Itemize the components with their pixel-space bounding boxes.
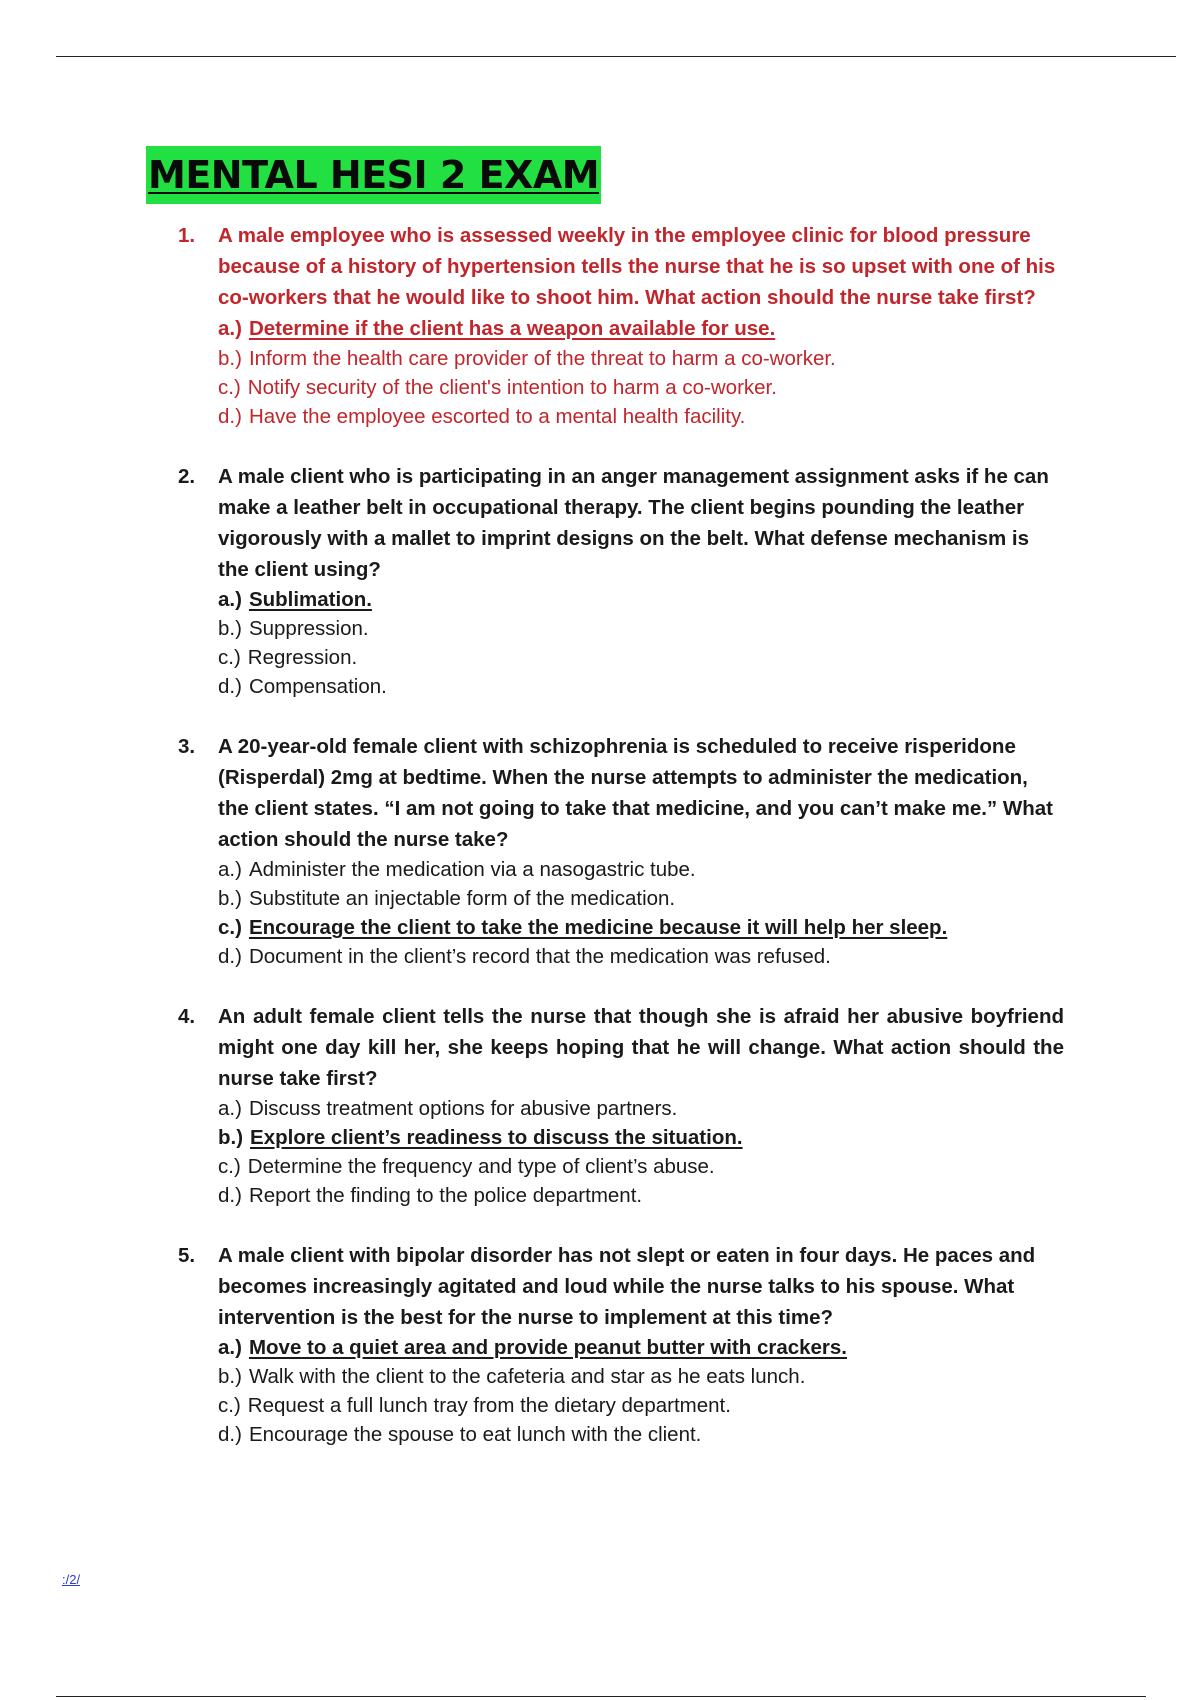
question-text: A 20-year-old female client with schizophrenia is scheduled to receive risperidone (Risperdal) 2mg at bedtime. When the nurse attempts to administer the medication, the client states. “I am not going to take that medicine, and you can’t make me.” What action should the nurse take? bbox=[218, 735, 1053, 851]
answer-option: c.) Regression. bbox=[218, 646, 358, 669]
question-4 bbox=[178, 1001, 1064, 1210]
question-number: 2. bbox=[178, 465, 196, 488]
answer-option: a.) Administer the medication via a nasogastric tube. bbox=[218, 858, 696, 881]
answer-option: c.) Determine the frequency and type of client’s abuse. bbox=[218, 1155, 715, 1178]
question-number: 1. bbox=[178, 224, 196, 247]
answer-option-correct: c.) Encourage the client to take the medicine because it will help her sleep. bbox=[218, 916, 948, 939]
answer-option: d.) Report the finding to the police department. bbox=[218, 1184, 643, 1207]
answer-option-correct: a.) Move to a quiet area and provide peanut butter with crackers. bbox=[218, 1336, 848, 1359]
question-number: 5. bbox=[178, 1244, 196, 1267]
header-rule bbox=[56, 56, 1176, 57]
question-2 bbox=[178, 461, 1064, 701]
question-1 bbox=[178, 220, 1064, 431]
question-text: A male client with bipolar disorder has not slept or eaten in four days. He paces and becomes increasingly agitated and loud while the nurse talks to his spouse. What intervention is the best for the nurse to implement at this time? bbox=[218, 1244, 1036, 1329]
question-list bbox=[178, 220, 1064, 1479]
question-text: A male employee who is assessed weekly in the employee clinic for blood pressure because of a history of hypertension tells the nurse that he is so upset with one of his co-workers that he would like to shoot him. What action should the nurse take first? a.) Determine if the client has a weapon available for use. bbox=[218, 224, 1056, 340]
page-title: MENTAL HESI 2 EXAM bbox=[146, 146, 601, 204]
answer-option: c.) Request a full lunch tray from the dietary department. bbox=[218, 1394, 731, 1417]
answer-option-correct: a.) Determine if the client has a weapon available for use. bbox=[218, 317, 776, 340]
question-number: 3. bbox=[178, 735, 196, 758]
page-number-link[interactable]: :/2/ bbox=[62, 1572, 81, 1587]
answer-option: c.) Notify security of the client's intention to harm a co-worker. bbox=[218, 376, 777, 399]
answer-option: b.) Inform the health care provider of the threat to harm a co-worker. bbox=[218, 347, 836, 370]
answer-option-correct: a.) Sublimation. bbox=[218, 588, 372, 611]
answer-option: a.) Discuss treatment options for abusive partners. bbox=[218, 1097, 678, 1120]
answer-option: b.) Suppression. bbox=[218, 617, 369, 640]
answer-option: d.) Have the employee escorted to a mental health facility. bbox=[218, 405, 746, 428]
footer-rule bbox=[56, 1696, 1146, 1697]
question-5 bbox=[178, 1240, 1064, 1449]
question-text: An adult female client tells the nurse that though she is afraid her abusive boyfriend might one day kill her, she keeps hoping that he will change. What action should the nurse take first? bbox=[218, 1005, 1064, 1090]
answer-option: d.) Encourage the spouse to eat lunch with the client. bbox=[218, 1423, 702, 1446]
answer-option: b.) Substitute an injectable form of the medication. bbox=[218, 887, 676, 910]
answer-option: d.) Document in the client’s record that the medication was refused. bbox=[218, 945, 831, 968]
answer-option-correct: b.) Explore client’s readiness to discuss the situation. bbox=[218, 1126, 743, 1149]
question-text: A male client who is participating in an anger management assignment asks if he can make a leather belt in occupational therapy. The client begins pounding the leather vigorously with a mallet to imprint designs on the belt. What defense mechanism is the client using? bbox=[218, 465, 1049, 581]
answer-option: b.) Walk with the client to the cafeteria and star as he eats lunch. bbox=[218, 1365, 806, 1388]
answer-option: d.) Compensation. bbox=[218, 675, 387, 698]
question-number: 4. bbox=[178, 1005, 196, 1028]
question-3 bbox=[178, 731, 1064, 971]
